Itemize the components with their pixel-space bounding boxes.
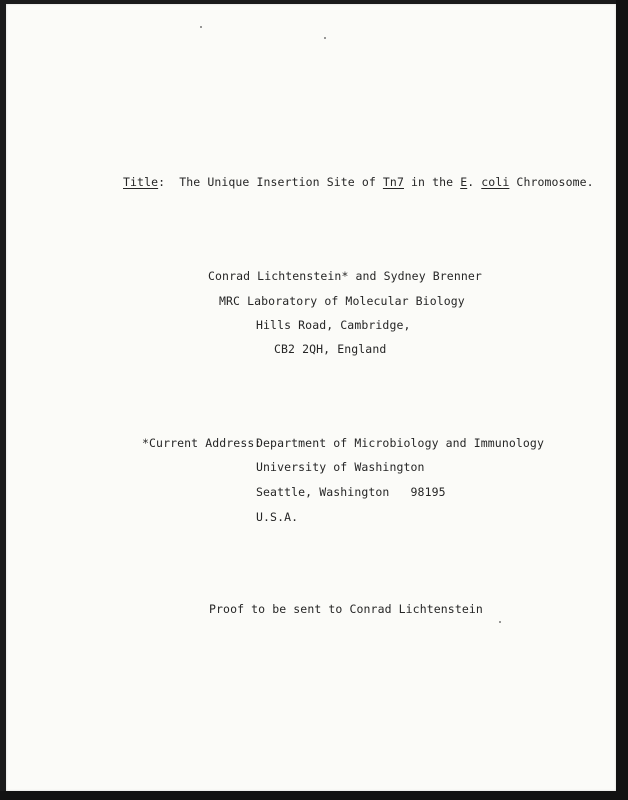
affiliation-line: Hills Road, Cambridge, (256, 318, 411, 332)
title-text-start: The Unique Insertion Site of (179, 175, 383, 189)
current-address-line: U.S.A. (256, 510, 299, 524)
proof-note: Proof to be sent to Conrad Lichtenstein (209, 602, 483, 616)
paper-speck (499, 621, 501, 623)
paper-speck (200, 26, 202, 28)
title-e: E (460, 175, 468, 189)
title-colon: : (158, 175, 166, 189)
affiliation-line: MRC Laboratory of Molecular Biology (219, 294, 465, 308)
current-address-label: *Current Address: (142, 436, 262, 450)
author-names: Conrad Lichtenstein* and Sydney Brenner (208, 269, 482, 283)
title-dot: . (467, 175, 482, 189)
current-address-line: University of Washington (256, 460, 425, 474)
title-coli: coli (481, 175, 510, 189)
title-label: Title (123, 175, 159, 189)
scan-border-bottom (0, 791, 628, 800)
paper-speck (324, 37, 326, 39)
paper-sheet (6, 4, 616, 791)
affiliation-line: CB2 2QH, England (274, 342, 387, 356)
current-address-line: Department of Microbiology and Immunology (256, 436, 544, 450)
title-text-end: Chromosome. (509, 175, 594, 189)
scan-border-right (616, 0, 628, 800)
title-text-middle: in the (403, 175, 461, 189)
current-address-line: Seattle, Washington 98195 (256, 485, 446, 499)
title-line (123, 175, 594, 189)
title-tn7: Tn7 (382, 175, 404, 189)
